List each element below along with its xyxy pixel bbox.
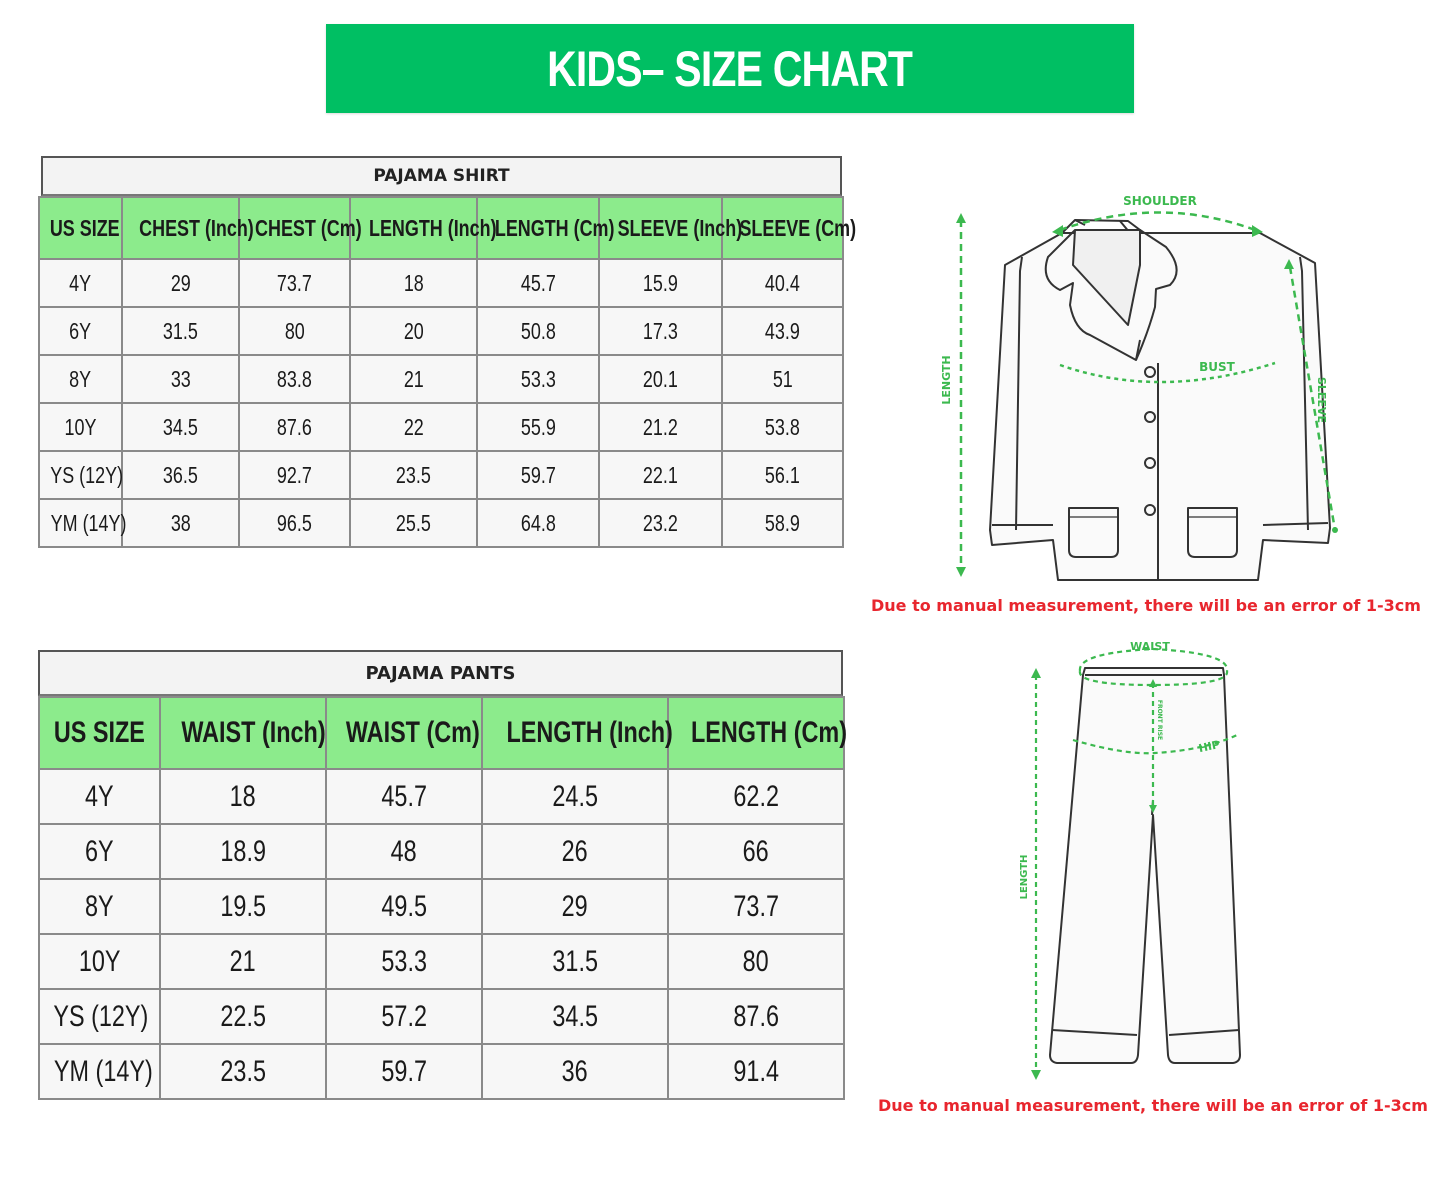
column-header-label: WAIST (Cm) bbox=[345, 716, 480, 749]
size-cell bbox=[39, 307, 122, 355]
value-cell bbox=[599, 403, 722, 451]
value-cell bbox=[350, 307, 477, 355]
value-cell bbox=[350, 451, 477, 499]
shirt-outline bbox=[990, 220, 1330, 580]
value-cell bbox=[239, 307, 350, 355]
value-cell bbox=[722, 499, 843, 547]
cell-text: 87.6 bbox=[277, 413, 312, 440]
size-cell bbox=[39, 934, 160, 989]
cell-text: 18 bbox=[229, 779, 257, 813]
cell-text: 25.5 bbox=[396, 509, 431, 536]
cell-text: 43.9 bbox=[765, 317, 800, 344]
value-cell bbox=[668, 879, 844, 934]
value-cell bbox=[477, 451, 599, 499]
pants-size-table bbox=[38, 650, 847, 1100]
cell-text: 29 bbox=[170, 269, 191, 296]
cell-text: 38 bbox=[170, 509, 191, 536]
value-cell bbox=[599, 355, 722, 403]
value-cell bbox=[326, 824, 482, 879]
cell-text: 57.2 bbox=[381, 999, 427, 1033]
value-cell bbox=[160, 769, 326, 824]
pants-table-grid bbox=[38, 696, 845, 1100]
cell-text: 55.9 bbox=[520, 413, 556, 440]
bust-label: BUST bbox=[1199, 360, 1235, 374]
cell-text: 73.7 bbox=[277, 269, 312, 296]
header-row bbox=[39, 697, 844, 769]
cell-text: 45.7 bbox=[520, 269, 556, 296]
value-cell bbox=[122, 451, 239, 499]
cell-text: YS (12Y) bbox=[50, 461, 124, 488]
cell-text: 87.6 bbox=[733, 999, 779, 1033]
table-row bbox=[39, 824, 844, 879]
shirt-diagram bbox=[930, 185, 1350, 585]
size-cell bbox=[39, 989, 160, 1044]
value-cell bbox=[722, 451, 843, 499]
value-cell bbox=[239, 259, 350, 307]
column-header bbox=[160, 697, 326, 769]
cell-text: 53.3 bbox=[520, 365, 556, 392]
table-row bbox=[39, 934, 844, 989]
column-header bbox=[722, 197, 857, 259]
cell-text: 21 bbox=[403, 365, 424, 392]
cell-text: 18 bbox=[403, 269, 424, 296]
value-cell bbox=[326, 934, 482, 989]
cell-text: 21 bbox=[229, 944, 257, 978]
cell-text: 58.9 bbox=[765, 509, 800, 536]
cell-text: 22.1 bbox=[643, 461, 678, 488]
arrow-up-icon bbox=[1031, 668, 1041, 678]
cell-text: YS (12Y) bbox=[53, 999, 149, 1033]
size-cell bbox=[39, 403, 122, 451]
cell-text: 50.8 bbox=[520, 317, 556, 344]
cell-text: 15.9 bbox=[643, 269, 678, 296]
size-cell bbox=[39, 355, 122, 403]
cell-text: 40.4 bbox=[765, 269, 800, 296]
cell-text: 56.1 bbox=[765, 461, 800, 488]
table-row bbox=[39, 259, 843, 307]
value-cell bbox=[482, 1044, 668, 1099]
column-header-label: SLEEVE (Inch) bbox=[617, 214, 743, 241]
cell-text: 22.5 bbox=[220, 999, 266, 1033]
cell-text: 80 bbox=[284, 317, 305, 344]
column-header bbox=[350, 197, 497, 259]
table-caption: PAJAMA PANTS bbox=[38, 650, 843, 696]
cell-text: 91.4 bbox=[733, 1054, 779, 1088]
cell-text: 31.5 bbox=[163, 317, 198, 344]
cell-text: 19.5 bbox=[220, 889, 266, 923]
cell-text: 80 bbox=[742, 944, 770, 978]
arrow-down-icon bbox=[956, 567, 966, 577]
cell-text: 66 bbox=[742, 834, 770, 868]
value-cell bbox=[599, 451, 722, 499]
cell-text: 45.7 bbox=[381, 779, 427, 813]
value-cell bbox=[326, 879, 482, 934]
value-cell bbox=[160, 989, 326, 1044]
cell-text: 10Y bbox=[78, 944, 121, 978]
column-header bbox=[326, 697, 482, 769]
cell-text: 59.7 bbox=[520, 461, 556, 488]
cell-text: 34.5 bbox=[163, 413, 198, 440]
cell-text: 20 bbox=[403, 317, 424, 344]
column-header bbox=[39, 697, 160, 769]
value-cell bbox=[160, 824, 326, 879]
cell-text: 6Y bbox=[69, 317, 92, 344]
cell-text: 26 bbox=[561, 834, 589, 868]
cell-text: 36.5 bbox=[163, 461, 198, 488]
header-row bbox=[39, 197, 843, 259]
value-cell bbox=[326, 1044, 482, 1099]
pants-outline bbox=[1050, 668, 1240, 1063]
cell-text: 83.8 bbox=[277, 365, 312, 392]
value-cell bbox=[482, 989, 668, 1044]
value-cell bbox=[482, 934, 668, 989]
value-cell bbox=[350, 355, 477, 403]
cell-text: 34.5 bbox=[552, 999, 598, 1033]
cell-text: 29 bbox=[561, 889, 589, 923]
cell-text: 92.7 bbox=[277, 461, 312, 488]
column-header bbox=[482, 697, 673, 769]
value-cell bbox=[160, 879, 326, 934]
measurement-error-note: Due to manual measurement, there will be an error of 1-3cm bbox=[878, 1096, 1428, 1115]
cell-text: 53.3 bbox=[381, 944, 427, 978]
cell-text: 8Y bbox=[85, 889, 114, 923]
table-row bbox=[39, 989, 844, 1044]
size-cell bbox=[39, 499, 127, 547]
cell-text: 48 bbox=[390, 834, 418, 868]
value-cell bbox=[722, 307, 843, 355]
value-cell bbox=[599, 499, 722, 547]
value-cell bbox=[668, 989, 844, 1044]
value-cell bbox=[477, 355, 599, 403]
column-header bbox=[39, 197, 122, 259]
measurement-error-note: Due to manual measurement, there will be an error of 1-3cm bbox=[871, 596, 1421, 615]
column-header-label: CHEST (Cm) bbox=[255, 214, 362, 241]
cell-text: 24.5 bbox=[552, 779, 598, 813]
column-header-label: US SIZE bbox=[53, 716, 146, 749]
value-cell bbox=[482, 769, 668, 824]
value-cell bbox=[477, 499, 599, 547]
cell-text: YM (14Y) bbox=[53, 1054, 153, 1088]
value-cell bbox=[350, 499, 477, 547]
value-cell bbox=[482, 824, 668, 879]
value-cell bbox=[482, 879, 668, 934]
pants-diagram bbox=[1005, 635, 1265, 1085]
value-cell bbox=[722, 355, 843, 403]
cell-text: 23.2 bbox=[643, 509, 678, 536]
cell-text: 20.1 bbox=[643, 365, 678, 392]
value-cell bbox=[477, 403, 599, 451]
shirt-size-table bbox=[38, 156, 857, 548]
table-row bbox=[39, 1044, 844, 1099]
table-row bbox=[39, 451, 843, 499]
value-cell bbox=[668, 824, 844, 879]
column-header-label: LENGTH (Inch) bbox=[506, 716, 673, 749]
table-row bbox=[39, 879, 844, 934]
size-cell bbox=[39, 259, 122, 307]
cell-text: 23.5 bbox=[396, 461, 431, 488]
value-cell bbox=[239, 403, 350, 451]
value-cell bbox=[477, 307, 599, 355]
column-header bbox=[239, 197, 362, 259]
value-cell bbox=[122, 499, 239, 547]
cell-text: 62.2 bbox=[733, 779, 779, 813]
cell-text: 4Y bbox=[69, 269, 92, 296]
cell-text: 73.7 bbox=[733, 889, 779, 923]
column-header bbox=[599, 197, 743, 259]
arrow-end-icon bbox=[1332, 527, 1338, 533]
size-cell bbox=[39, 824, 160, 879]
column-header-label: CHEST (Inch) bbox=[139, 214, 254, 241]
value-cell bbox=[722, 403, 843, 451]
cell-text: 8Y bbox=[69, 365, 92, 392]
column-header bbox=[477, 197, 615, 259]
cell-text: YM (14Y) bbox=[50, 509, 127, 536]
value-cell bbox=[160, 934, 326, 989]
cell-text: 23.5 bbox=[220, 1054, 266, 1088]
cell-text: 6Y bbox=[85, 834, 114, 868]
cell-text: 64.8 bbox=[520, 509, 556, 536]
cell-text: 17.3 bbox=[643, 317, 678, 344]
cell-text: 96.5 bbox=[277, 509, 312, 536]
column-header bbox=[122, 197, 254, 259]
value-cell bbox=[350, 403, 477, 451]
front-rise-label: FRONT RISE bbox=[1156, 699, 1163, 741]
size-cell bbox=[39, 879, 160, 934]
length-label: LENGTH bbox=[940, 355, 953, 405]
column-header-label: WAIST (Inch) bbox=[181, 716, 326, 749]
value-cell bbox=[326, 989, 482, 1044]
column-header-label: LENGTH (Cm) bbox=[494, 214, 615, 241]
cell-text: 59.7 bbox=[381, 1054, 427, 1088]
cell-text: 18.9 bbox=[220, 834, 266, 868]
waist-label: WAIST bbox=[1130, 640, 1170, 653]
value-cell bbox=[668, 1044, 844, 1099]
table-row bbox=[39, 307, 843, 355]
value-cell bbox=[350, 259, 477, 307]
column-header-label: LENGTH (Cm) bbox=[690, 716, 847, 749]
hip-label: HIP bbox=[1197, 737, 1222, 756]
sleeve-label: SLEEVE bbox=[1315, 377, 1328, 423]
cell-text: 53.8 bbox=[765, 413, 800, 440]
table-row bbox=[39, 403, 843, 451]
value-cell bbox=[160, 1044, 326, 1099]
title-banner bbox=[326, 24, 1134, 113]
table-row bbox=[39, 769, 844, 824]
page-title: KIDS– SIZE CHART bbox=[547, 40, 913, 97]
column-header-label: SLEEVE (Cm) bbox=[739, 214, 857, 241]
value-cell bbox=[477, 259, 599, 307]
column-header-label: US SIZE bbox=[49, 214, 120, 241]
table-caption: PAJAMA SHIRT bbox=[41, 156, 842, 196]
value-cell bbox=[122, 403, 239, 451]
size-cell bbox=[39, 769, 160, 824]
size-cell bbox=[39, 1044, 160, 1099]
value-cell bbox=[239, 451, 350, 499]
cell-text: 36 bbox=[561, 1054, 589, 1088]
cell-text: 10Y bbox=[64, 413, 97, 440]
size-cell bbox=[39, 451, 122, 499]
value-cell bbox=[599, 259, 722, 307]
table-row bbox=[39, 499, 843, 547]
value-cell bbox=[599, 307, 722, 355]
shoulder-label: SHOULDER bbox=[1123, 194, 1197, 208]
shoulder-measure bbox=[1060, 213, 1255, 231]
table-row bbox=[39, 355, 843, 403]
cell-text: 51 bbox=[772, 365, 793, 392]
cell-text: 49.5 bbox=[381, 889, 427, 923]
value-cell bbox=[122, 355, 239, 403]
shirt-table-grid bbox=[38, 196, 857, 548]
arrow-down-icon bbox=[1031, 1070, 1041, 1080]
value-cell bbox=[722, 259, 843, 307]
length-label: LENGTH bbox=[1019, 854, 1030, 900]
arrow-up-icon bbox=[956, 213, 966, 223]
value-cell bbox=[122, 259, 239, 307]
value-cell bbox=[326, 769, 482, 824]
column-header bbox=[668, 697, 847, 769]
value-cell bbox=[122, 307, 239, 355]
value-cell bbox=[668, 769, 844, 824]
column-header-label: LENGTH (Inch) bbox=[368, 214, 497, 241]
cell-text: 4Y bbox=[85, 779, 114, 813]
value-cell bbox=[668, 934, 844, 989]
cell-text: 31.5 bbox=[552, 944, 598, 978]
cell-text: 22 bbox=[403, 413, 424, 440]
value-cell bbox=[239, 499, 350, 547]
cell-text: 21.2 bbox=[643, 413, 678, 440]
value-cell bbox=[239, 355, 350, 403]
cell-text: 33 bbox=[170, 365, 191, 392]
